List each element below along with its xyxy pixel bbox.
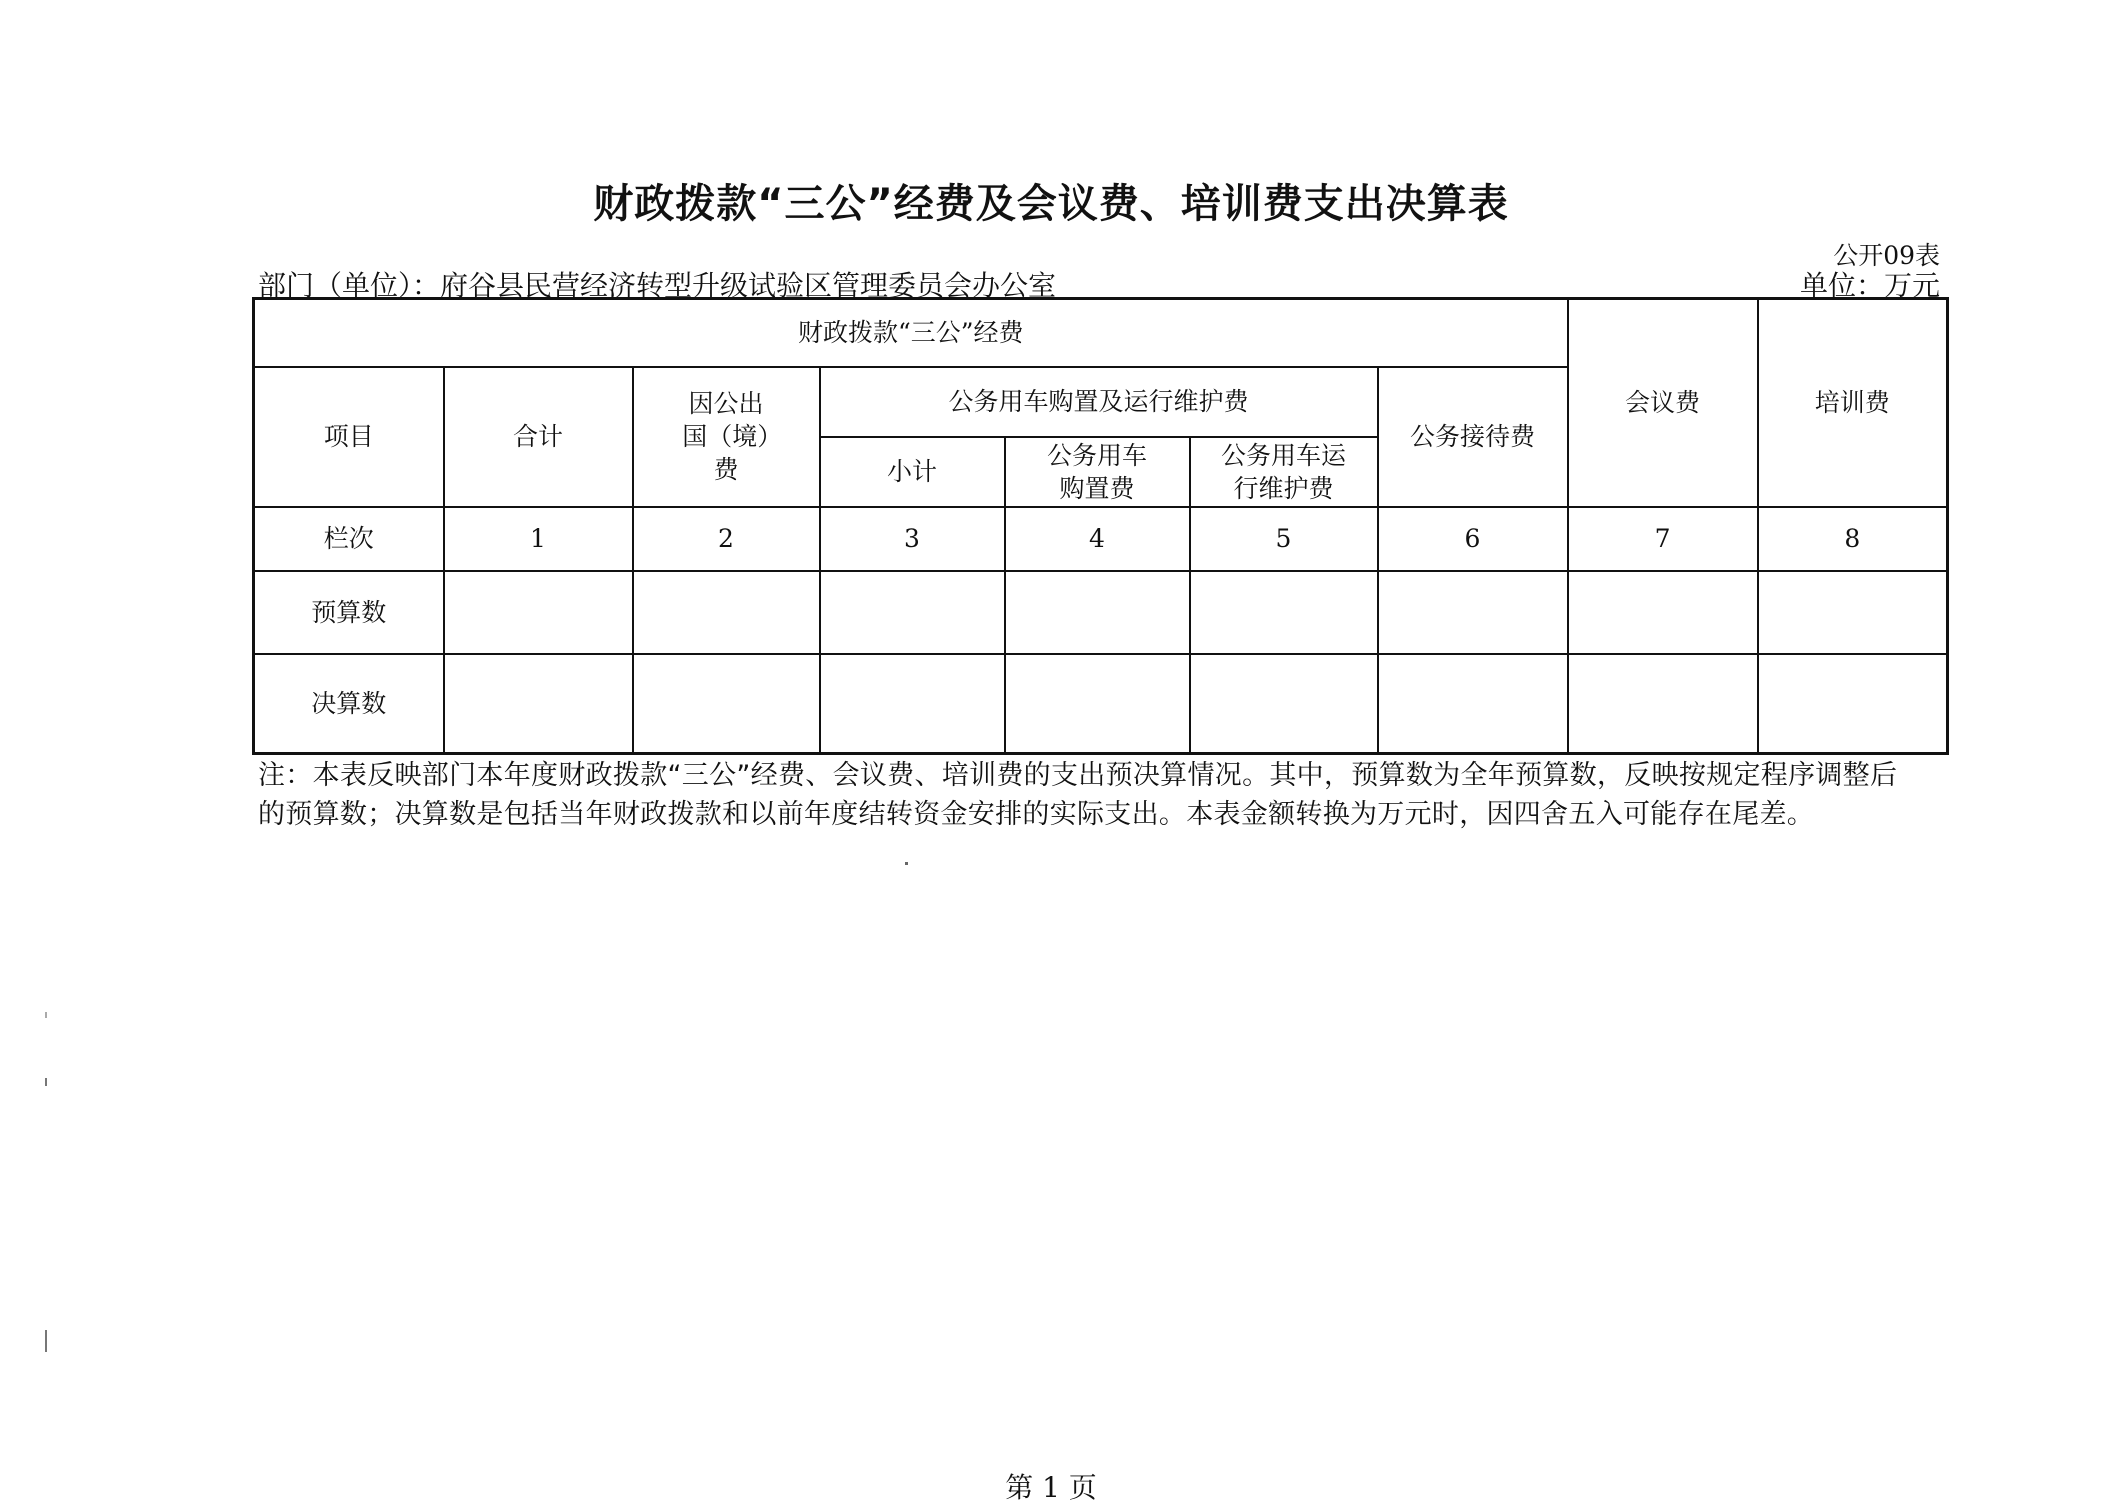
vehicle-subtotal-header-cell: 小计 xyxy=(820,437,1005,507)
budget-row xyxy=(254,571,1948,654)
column-number: 1 xyxy=(444,507,633,571)
final-value-cell xyxy=(1190,654,1378,754)
column-number: 4 xyxy=(1005,507,1190,571)
training-header-cell: 培训费 xyxy=(1758,299,1948,507)
final-value-cell xyxy=(1378,654,1568,754)
vehicle-operation-header-cell xyxy=(1190,437,1378,507)
final-row-label: 决算数 xyxy=(254,654,444,754)
final-value-cell xyxy=(1758,654,1948,754)
column-number-row xyxy=(254,507,1948,571)
page-footer: 第 1 页 xyxy=(1005,1471,1097,1504)
column-number: 5 xyxy=(1190,507,1378,571)
scan-speck xyxy=(45,1078,47,1086)
abroad-header-text: 因公出国（境）费 xyxy=(682,389,770,484)
column-row-label: 栏次 xyxy=(254,507,444,571)
column-number: 8 xyxy=(1758,507,1948,571)
header-row-group xyxy=(254,299,1948,367)
total-header-cell: 合计 xyxy=(444,367,633,507)
vehicle-group-header-cell: 公务用车购置及运行维护费 xyxy=(820,367,1378,437)
column-number: 2 xyxy=(633,507,820,571)
scan-speck xyxy=(45,1330,47,1352)
final-value-cell xyxy=(444,654,633,754)
column-number: 7 xyxy=(1568,507,1758,571)
document-title: 财政拨款“三公”经费及会议费、培训费支出决算表 xyxy=(593,181,1509,227)
item-header-cell: 项目 xyxy=(254,367,444,507)
expenditure-table xyxy=(252,297,1949,755)
table-container xyxy=(252,297,1946,752)
column-number: 3 xyxy=(820,507,1005,571)
scan-dot xyxy=(905,862,908,865)
final-value-cell xyxy=(633,654,820,754)
final-accounts-row xyxy=(254,654,1948,754)
budget-value-cell xyxy=(1568,571,1758,654)
form-number: 公开09表 xyxy=(1833,241,1940,270)
vehicle-operation-header-text: 公务用车运行维护费 xyxy=(1220,440,1346,503)
vehicle-purchase-header-text: 公务用车购置费 xyxy=(1046,440,1147,503)
budget-value-cell xyxy=(444,571,633,654)
budget-value-cell xyxy=(1758,571,1948,654)
meeting-header-cell: 会议费 xyxy=(1568,299,1758,507)
final-value-cell xyxy=(1005,654,1190,754)
column-number: 6 xyxy=(1378,507,1568,571)
vehicle-purchase-header-cell xyxy=(1005,437,1190,507)
reception-header-cell: 公务接待费 xyxy=(1378,367,1568,507)
department-line: 部门（单位）：府谷县民营经济转型升级试验区管理委员会办公室 xyxy=(258,269,1057,302)
group-header-cell: 财政拨款“三公”经费 xyxy=(254,299,1568,367)
budget-row-label: 预算数 xyxy=(254,571,444,654)
table-note: 注：本表反映部门本年度财政拨款“三公”经费、会议费、培训费的支出预决算情况。其中，预算数为全年预算数，反映按规定程序调整后的预算数；决算数是包括当年财政拨款和以前年度结转资金安排的实际支出。本表金额转换为万元时，因四舍五入可能存在尾差。 xyxy=(258,760,1898,830)
budget-value-cell xyxy=(633,571,820,654)
budget-value-cell xyxy=(820,571,1005,654)
final-value-cell xyxy=(820,654,1005,754)
budget-value-cell xyxy=(1190,571,1378,654)
unit-label: 单位：万元 xyxy=(1799,269,1940,302)
budget-value-cell xyxy=(1378,571,1568,654)
scan-speck xyxy=(45,1012,47,1018)
final-value-cell xyxy=(1568,654,1758,754)
abroad-header-cell xyxy=(633,367,820,507)
budget-value-cell xyxy=(1005,571,1190,654)
